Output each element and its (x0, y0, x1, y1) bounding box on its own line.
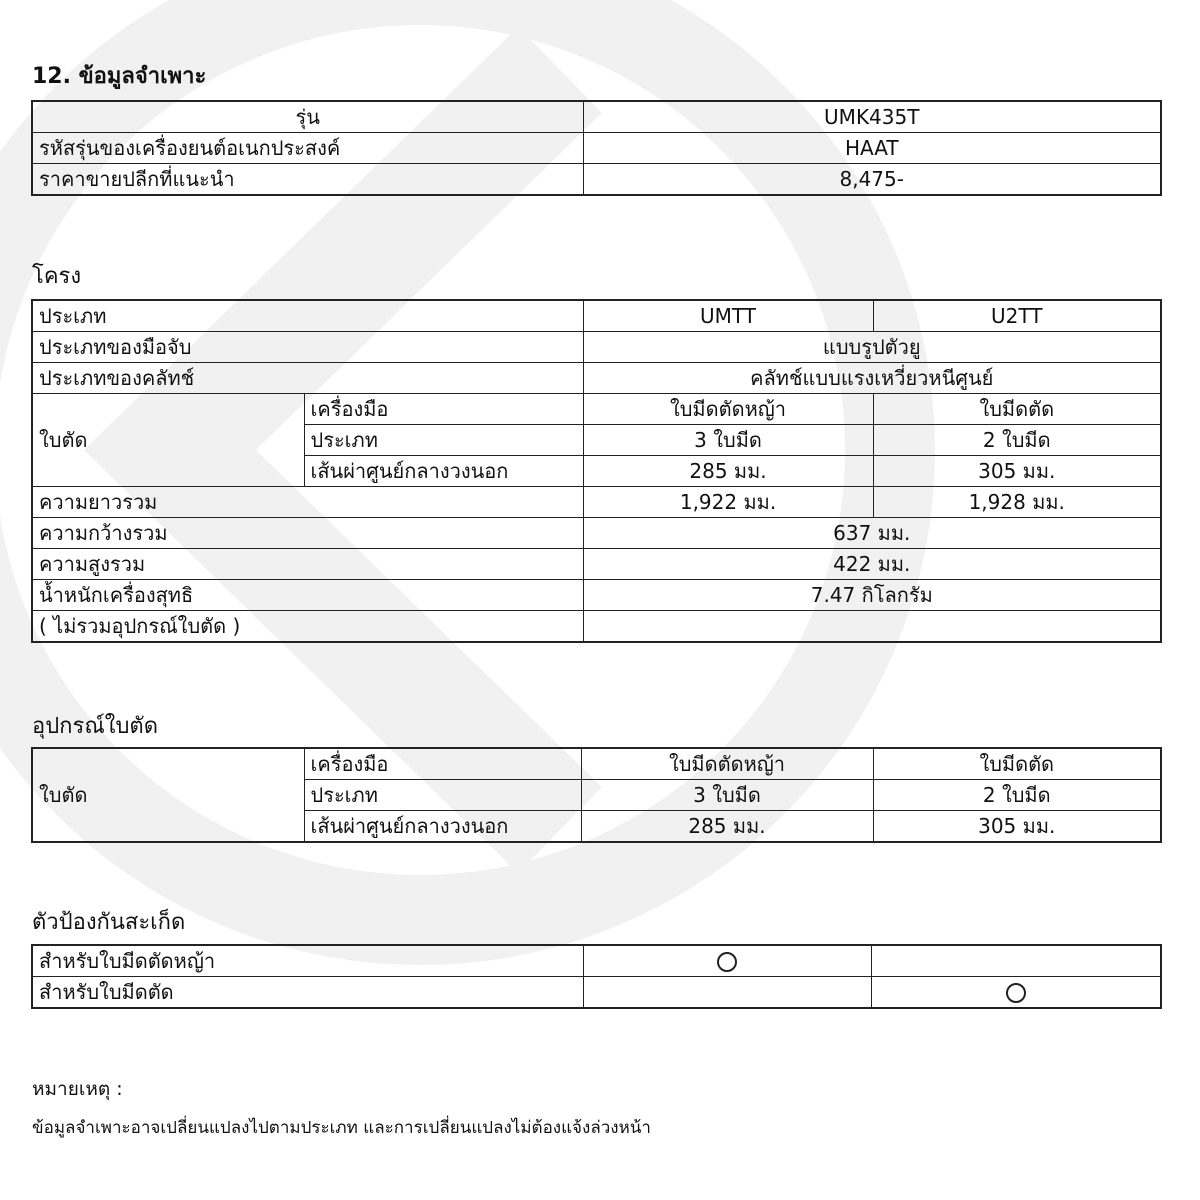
weight-note: ( ไม่รวมอุปกรณ์ใบตัด ) (32, 611, 583, 643)
blade-label: ใบตัด (32, 425, 304, 456)
weight-label: น้ำหนักเครื่องสุทธิ (32, 580, 583, 611)
diameter-label: เส้นผ่าศูนย์กลางวงนอก (304, 811, 581, 843)
table-row (32, 549, 1161, 580)
handle-label: ประเภทของมือจับ (32, 332, 583, 363)
table-row (32, 456, 1161, 487)
length-value-2: 1,928 มม. (873, 487, 1161, 518)
blade-tool-value-1: ใบมีดตัดหญ้า (583, 394, 873, 425)
table-row (32, 580, 1161, 611)
guard-table (31, 944, 1162, 1009)
blade-label: ใบตัด (32, 780, 304, 811)
clutch-label: ประเภทของคลัทช์ (32, 363, 583, 394)
blade-type-value-2: 2 ใบมีด (873, 425, 1161, 456)
table-row (32, 394, 1161, 425)
table-row (32, 332, 1161, 363)
table-row (32, 487, 1161, 518)
table-row (32, 363, 1161, 394)
blank-cell (583, 611, 1161, 643)
clutch-value: คลัทช์แบบแรงเหวี่ยวหนีศูนย์ (583, 363, 1161, 394)
diameter-value-2: 305 มม. (873, 811, 1161, 843)
table-row (32, 133, 1161, 164)
engine-code-label: รหัสรุ่นของเครื่องยนต์อเนกประสงค์ (32, 133, 583, 164)
engine-code-value: HAAT (583, 133, 1161, 164)
table-row (32, 425, 1161, 456)
frame-table (31, 299, 1162, 643)
length-label: ความยาวรวม (32, 487, 583, 518)
table-row (32, 977, 1161, 1009)
frame-heading: โครง (32, 264, 82, 289)
width-label: ความกว้างรวม (32, 518, 583, 549)
width-value: 637 มม. (583, 518, 1161, 549)
guard-mark-cell (871, 977, 1161, 1009)
type-label: ประเภท (32, 300, 583, 332)
guard-blade-label: สำหรับใบมีดตัด (32, 977, 583, 1009)
diameter-value-1: 285 มม. (581, 811, 873, 843)
cutting-equipment-table (31, 747, 1162, 843)
model-label: รุ่น (32, 101, 583, 133)
blank-cell (32, 456, 304, 487)
guard-grass-label: สำหรับใบมีดตัดหญ้า (32, 945, 583, 977)
table-row (32, 945, 1161, 977)
table-row (32, 811, 1161, 843)
length-value-1: 1,922 มม. (583, 487, 873, 518)
type-label: ประเภท (304, 780, 581, 811)
table-row (32, 780, 1161, 811)
note-label: หมายเหตุ : (32, 1078, 123, 1100)
blade-diameter-value-2: 305 มม. (873, 456, 1161, 487)
type-value-2: 2 ใบมีด (873, 780, 1161, 811)
tool-value-2: ใบมีดตัด (873, 748, 1161, 780)
guard-mark-cell (871, 945, 1161, 977)
guard-mark-cell (583, 977, 871, 1009)
guard-heading: ตัวป้องกันสะเก็ด (32, 910, 186, 935)
blank-cell (32, 394, 304, 425)
table-row (32, 518, 1161, 549)
table-row (32, 611, 1161, 643)
weight-value: 7.47 กิโลกรัม (583, 580, 1161, 611)
height-label: ความสูงรวม (32, 549, 583, 580)
circle-mark-icon (717, 952, 737, 972)
blade-tool-label: เครื่องมือ (304, 394, 583, 425)
type-value-umtt: UMTT (583, 300, 873, 332)
table-row (32, 101, 1161, 133)
blade-type-label: ประเภท (304, 425, 583, 456)
blank-cell (32, 811, 304, 843)
page-title: 12. ข้อมูลจำเพาะ (32, 64, 207, 89)
tool-value-1: ใบมีดตัดหญ้า (581, 748, 873, 780)
model-table (31, 100, 1162, 196)
table-row (32, 300, 1161, 332)
table-row (32, 164, 1161, 196)
retail-price-value: 8,475- (583, 164, 1161, 196)
blank-cell (32, 748, 304, 780)
handle-value: แบบรูปตัวยู (583, 332, 1161, 363)
retail-price-label: ราคาขายปลีกที่แนะนำ (32, 164, 583, 196)
type-value-u2tt: U2TT (873, 300, 1161, 332)
blade-diameter-value-1: 285 มม. (583, 456, 873, 487)
circle-mark-icon (1006, 983, 1026, 1003)
note-text: ข้อมูลจำเพาะอาจเปลี่ยนแปลงไปตามประเภท และการเปลี่ยนแปลงไม่ต้องแจ้งล่วงหน้า (32, 1118, 651, 1138)
tool-label: เครื่องมือ (304, 748, 581, 780)
cutting-equipment-heading: อุปกรณ์ใบตัด (32, 714, 159, 739)
type-value-1: 3 ใบมีด (581, 780, 873, 811)
table-row (32, 748, 1161, 780)
blade-type-value-1: 3 ใบมีด (583, 425, 873, 456)
blade-diameter-label: เส้นผ่าศูนย์กลางวงนอก (304, 456, 583, 487)
blade-tool-value-2: ใบมีดตัด (873, 394, 1161, 425)
height-value: 422 มม. (583, 549, 1161, 580)
guard-mark-cell (583, 945, 871, 977)
model-value: UMK435T (583, 101, 1161, 133)
